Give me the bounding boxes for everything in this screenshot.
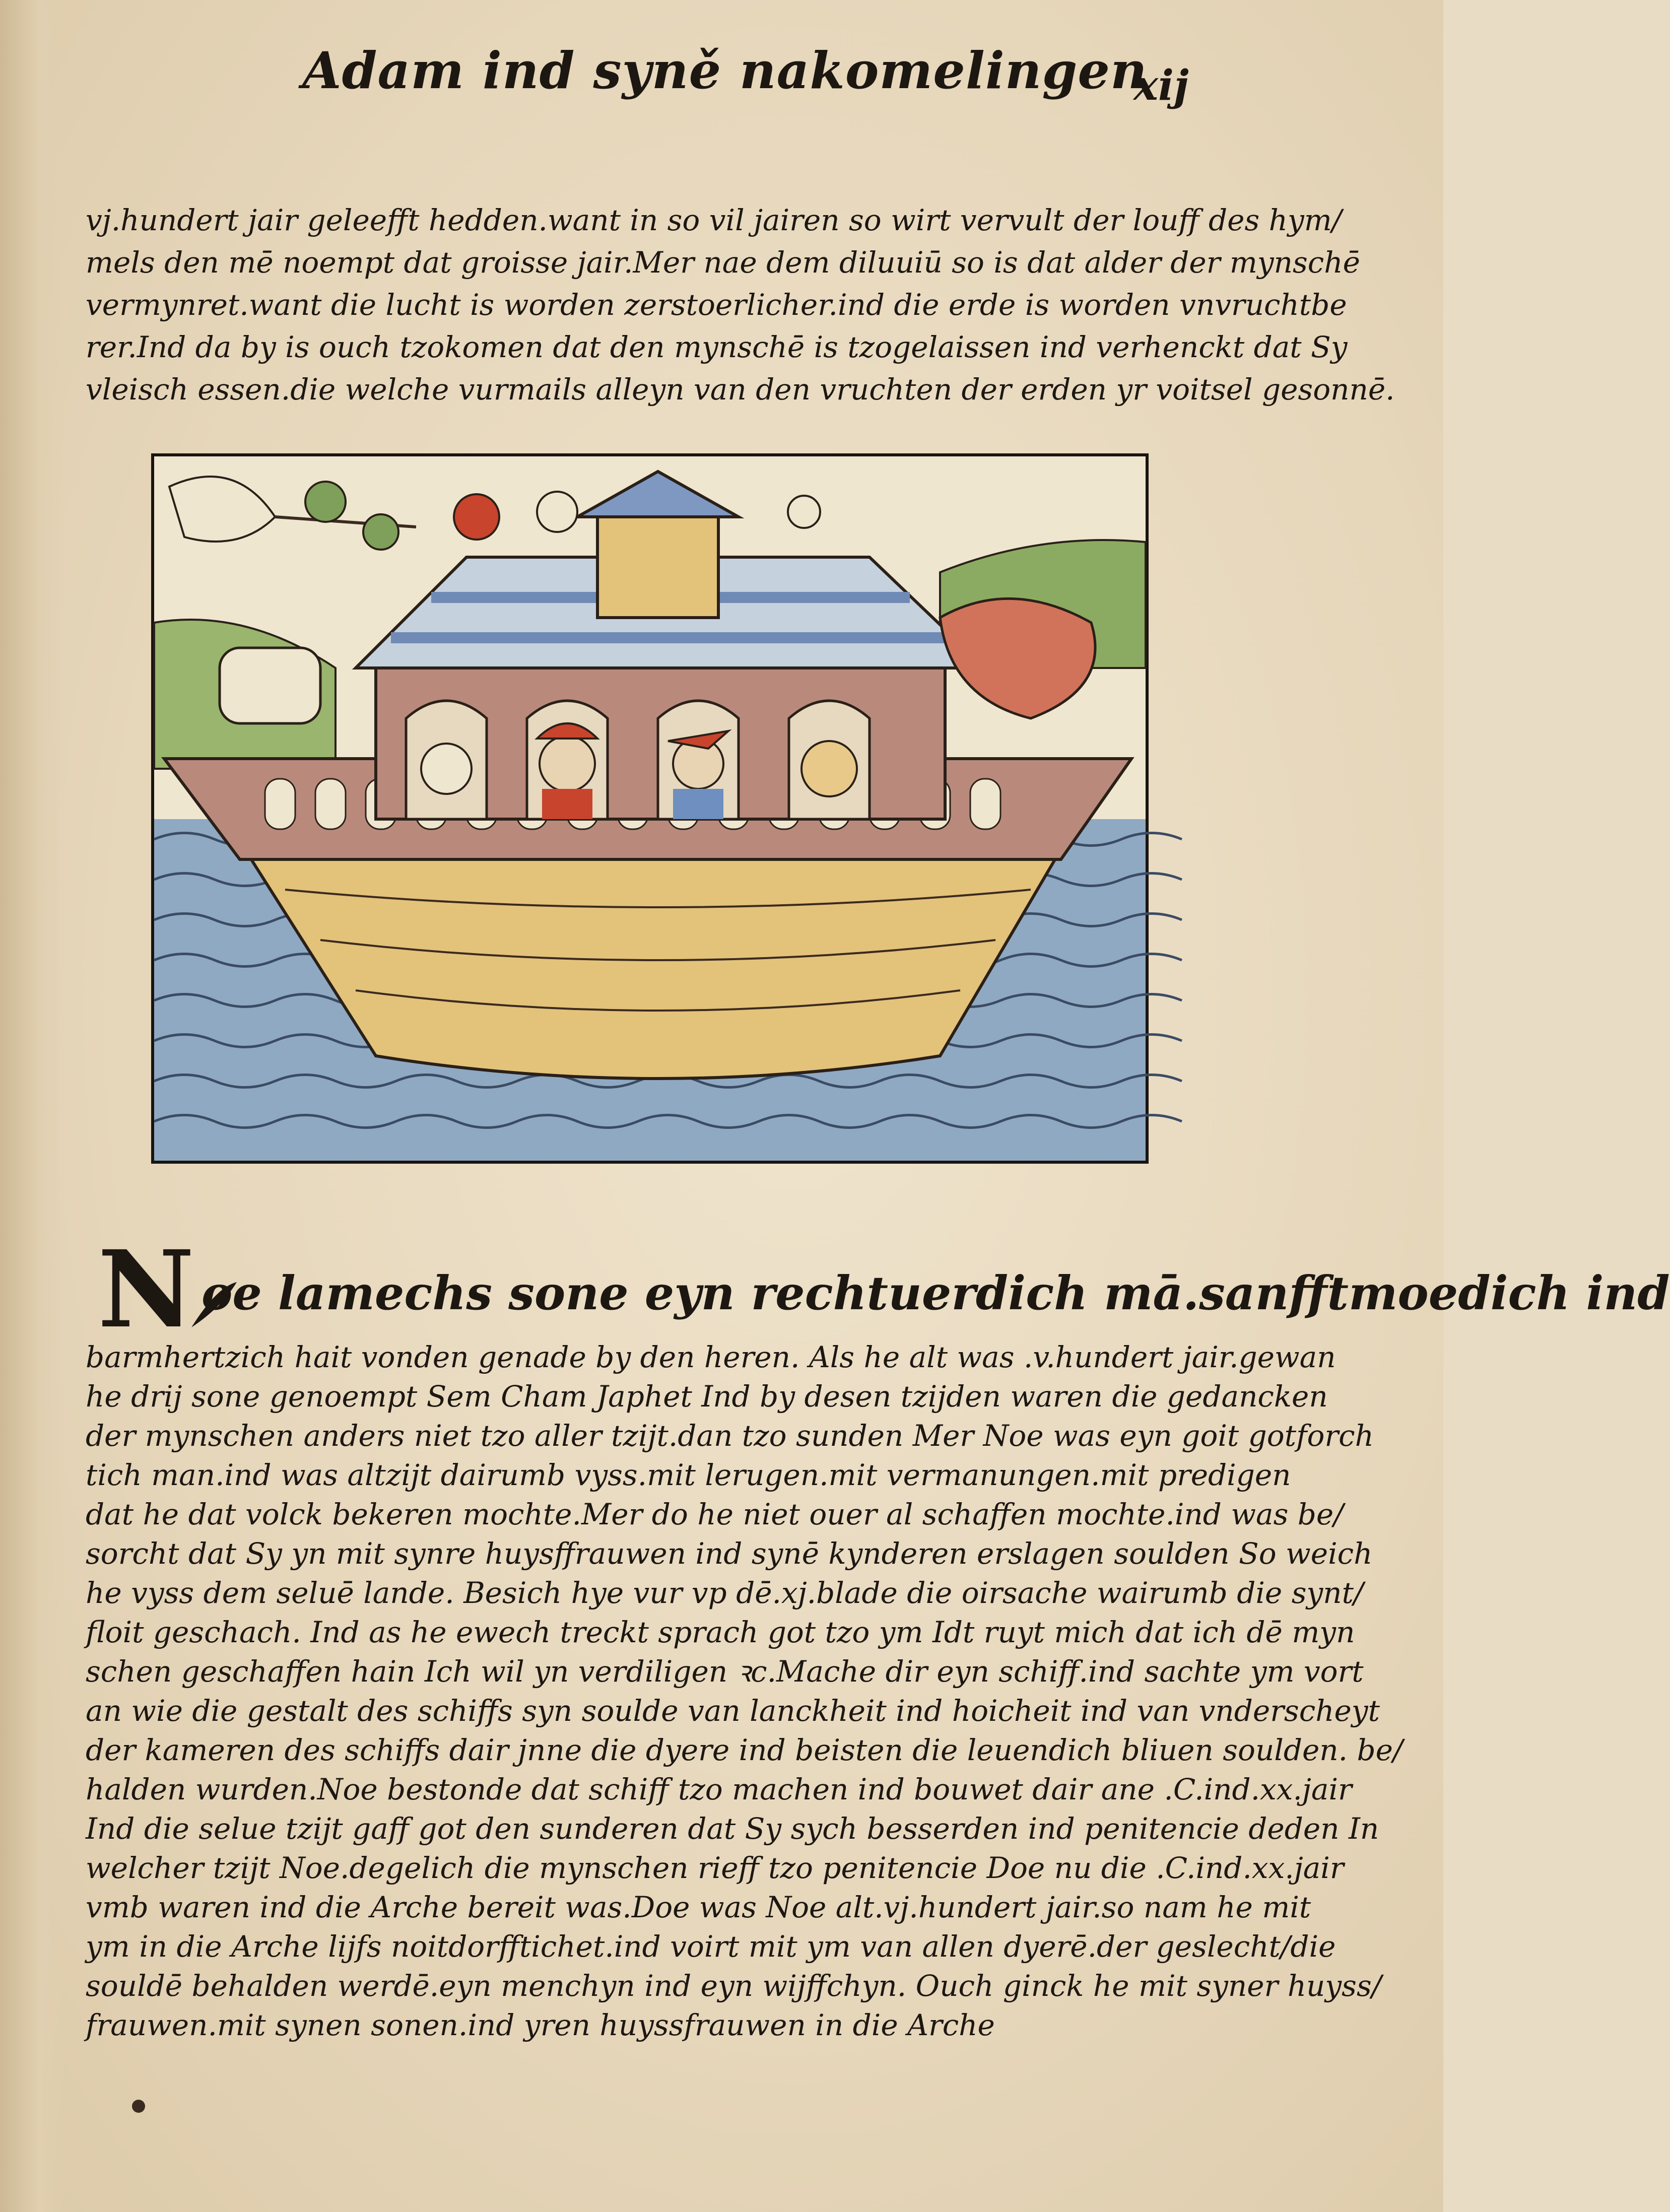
chapter-heading — [86, 1227, 1670, 1352]
text-line: barmhertzich hait vonden genade by den heren. Als he alt was .v.hundert jair.gewan — [86, 1340, 1336, 1374]
top-paragraph — [86, 199, 1395, 411]
text-line: der kameren des schiffs dair jnne die dyere ind beisten die leuendich bliuen soulden. be/ — [86, 1733, 1403, 1767]
text-line: vermynret.want die lucht is worden zerstoerlicher.ind die erde is worden vnvruchtbe — [86, 288, 1347, 322]
text-line: vmb waren ind die Arche bereit was.Doe was Noe alt.vj.hundert jair.so nam he mit — [86, 1890, 1311, 1924]
text-line: tich man.ind was altzijt dairumb vyss.mit lerugen.mit vermanungen.mit predigen — [86, 1458, 1291, 1492]
ink-spot — [132, 2100, 145, 2113]
text-line: schen geschaffen hain Ich wil yn verdiligen ꝛc.Mache dir eyn schiff.ind sachte ym vort — [86, 1654, 1364, 1689]
text-line: ym in die Arche lijfs noitdorfftichet.ind voirt mit ym van allen dyerē.der geslecht/die — [86, 1929, 1336, 1964]
text-line: mels den mē noempt dat groisse jair.Mer nae dem diluuiū so is dat alder der mynschē — [86, 245, 1360, 280]
text-line: he vyss dem seluē lande. Besich hye vur vp dē.xj.blade die oirsache wairumb die synt/ — [86, 1576, 1364, 1610]
text-line: dat he dat volck bekeren mochte.Mer do he niet ouer al schaffen mochte.ind was be/ — [86, 1497, 1344, 1531]
text-line: he drij sone genoempt Sem Cham Japhet Ind by desen tzijden waren die gedancken — [86, 1379, 1328, 1414]
text-line: rer.Ind da by is ouch tzokomen dat den mynschē is tzogelaissen ind verhenckt dat Sy — [86, 330, 1348, 364]
text-line: frauwen.mit synen sonen.ind yren huyssfrauwen in die Arche — [86, 2008, 995, 2042]
noahs-ark-woodcut — [151, 453, 1149, 1164]
text-line: Ind die selue tzijt gaff got den sunderen dat Sy sych besserden ind penitencie deden In — [86, 1812, 1379, 1846]
text-line: welcher tzijt Noe.degelich die mynschen rieff tzo penitencie Doe nu die .C.ind.xx.jair — [86, 1851, 1344, 1885]
text-line: vj.hundert jair geleefft hedden.want in so vil jairen so wirt vervult der louff des hym/ — [86, 203, 1342, 237]
text-line: souldē behalden werdē.eyn menchyn ind eyn wijffchyn. Ouch ginck he mit syner huyss/ — [86, 1969, 1382, 2003]
body-paragraph — [86, 1337, 1403, 2045]
text-line: vleisch essen.die welche vurmails alleyn van den vruchten der erden yr voitsel gesonnē. — [86, 372, 1395, 407]
text-line: sorcht dat Sy yn mit synre huysffrauwen ind synē kynderen erslagen soulden So weich — [86, 1536, 1373, 1571]
running-head: Adam ind syně nakomelingen — [302, 41, 1148, 100]
drop-cap-initial: N — [98, 1227, 194, 1352]
chapter-heading-text: oe lamechs sone eyn rechtuerdich mā.sanfftmoedich ind — [202, 1266, 1670, 1320]
text-line: an wie die gestalt des schiffs syn soulde van lanckheit ind hoicheit ind van vnderscheyt — [86, 1694, 1380, 1728]
text-line: halden wurden.Noe bestonde dat schiff tzo machen ind bouwet dair ane .C.ind.xx.jair — [86, 1772, 1352, 1806]
text-line: der mynschen anders niet tzo aller tzijt.dan tzo sunden Mer Noe was eyn goit gotforch — [86, 1419, 1374, 1453]
folio-number: xij — [1133, 61, 1189, 110]
page-gutter — [0, 0, 65, 2212]
text-line: floit geschach. Ind as he ewech treckt sprach got tzo ym Idt ruyt mich dat ich dē myn — [86, 1615, 1355, 1649]
